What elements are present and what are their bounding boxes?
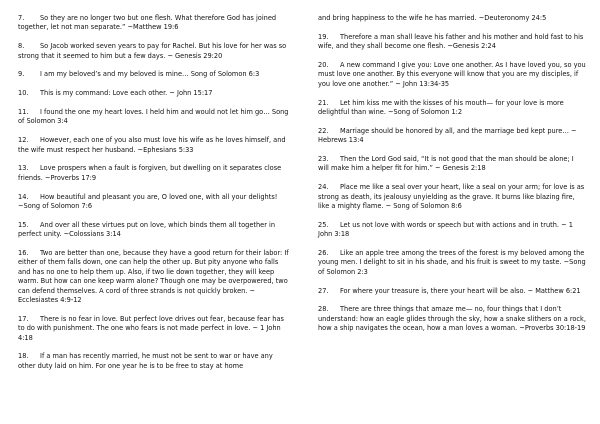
verse-text: Let us not love with words or speech but with actions and in truth. ~ 1 John 3:18 xyxy=(318,220,573,239)
verse-text: Love prospers when a fault is forgiven, but dwelling on it separates close friends. ~Proverbs 17:9 xyxy=(18,164,282,182)
verse-text: I found the one my heart loves. I held him and would not let him go… Song of Solomon 3:4 xyxy=(18,108,289,126)
verse-item xyxy=(18,249,290,305)
verse-item xyxy=(318,61,586,89)
verse-item xyxy=(318,33,586,52)
verse-text: So Jacob worked seven years to pay for Rachel. But his love for her was so strong that it seemed to him but a few days. ~ Genesis 29:20 xyxy=(18,42,287,60)
verse-number: 24. xyxy=(318,183,329,192)
verse-number: 13. xyxy=(18,164,29,173)
verse-number: 22. xyxy=(318,126,329,135)
verse-text: I am my beloved’s and my beloved is mine… Song of Solomon 6:3 xyxy=(40,70,260,79)
verse-text: Let him kiss me with the kisses of his mouth— for your love is more delightful than wine. ~Song of Solomon 1:2 xyxy=(318,98,564,117)
verse-number: 23. xyxy=(318,155,329,164)
verse-text: Like an apple tree among the trees of the forest is my beloved among the young men. I delight to sit in his shade, and his fruit is sweet to my taste. ~Song of Solomon 2:3 xyxy=(318,249,586,276)
verse-number: 20. xyxy=(318,61,329,69)
verse-number: 15. xyxy=(18,220,29,229)
left-column xyxy=(18,14,290,381)
verse-number: 18. xyxy=(18,352,29,361)
verse-item xyxy=(18,108,290,127)
verse-number: 10. xyxy=(18,89,29,98)
verse-number: 7. xyxy=(18,14,25,22)
verse-item xyxy=(18,221,290,240)
verse-item xyxy=(318,127,586,146)
verse-item xyxy=(318,155,586,174)
verse-item xyxy=(18,136,290,155)
verse-number: 12. xyxy=(18,136,29,145)
verse-text: So they are no longer two but one flesh. What therefore God has joined together, let not man separate.” ~Matthew 19:6 xyxy=(18,14,277,32)
verse-text: And over all these virtues put on love, which binds them all together in perfect unity. ~Colossians 3:14 xyxy=(18,220,276,239)
verse-text: Therefore a man shall leave his father and his mother and hold fast to his wife, and they shall become one flesh. ~Genesis 2:24 xyxy=(318,32,584,51)
verse-item xyxy=(18,14,290,33)
verse-item xyxy=(18,193,290,212)
verse-number: 14. xyxy=(18,192,29,201)
right-column xyxy=(318,14,586,343)
verse-number: 8. xyxy=(18,42,25,51)
verse-text: There are three things that amaze me— no, four things that I don’t understand: how an eagle glides through the sky, how a snake slithers on a rock, how a ship navigates the ocean, how a man loves a woman. ~Proverbs 30:18-19 xyxy=(318,305,586,333)
verse-text: This is my command: Love each other. ~ John 15:17 xyxy=(40,89,213,98)
verse-item xyxy=(318,183,586,211)
verse-number: 27. xyxy=(318,286,329,295)
verse-number: 16. xyxy=(18,249,29,258)
verse-item xyxy=(18,89,290,98)
verse-text: For where your treasure is, there your heart will be also. ~ Matthew 6:21 xyxy=(340,286,581,295)
verse-item xyxy=(18,70,290,79)
verse-item xyxy=(318,99,586,118)
verse-continuation: and bring happiness to the wife he has married. ~Deuteronomy 24:5 xyxy=(318,14,547,22)
verse-text: Place me like a seal over your heart, like a seal on your arm; for love is as strong as death, its jealousy unyielding as the grave. It burns like blazing fire, like a mighty flame. ~ Song of Solomon 8:6 xyxy=(318,183,585,211)
verse-number: 17. xyxy=(18,314,29,323)
verse-item xyxy=(18,352,290,371)
verse-item xyxy=(18,315,290,343)
verse-text: There is no fear in love. But perfect love drives out fear, because fear has to do with punishment. The one who fears is not made perfect in love. ~ 1 John 4:18 xyxy=(18,314,284,342)
verse-number: 9. xyxy=(18,70,25,79)
verse-number: 26. xyxy=(318,249,329,258)
verse-text: Marriage should be honored by all, and the marriage bed kept pure… ~ Hebrews 13:4 xyxy=(318,126,577,145)
verse-item xyxy=(318,249,586,277)
verse-item xyxy=(18,42,290,61)
verse-text: How beautiful and pleasant you are, O loved one, with all your delights! ~Song of Solomon 7:6 xyxy=(18,192,278,211)
verse-item xyxy=(318,287,586,296)
verse-item xyxy=(318,305,586,333)
verse-text: Two are better than one, because they have a good return for their labor: If either of them falls down, one can help the other up. But pity anyone who falls and has no one to help them up. Also, if two lie down together, they will keep warm. But how can one keep warm alone? Though one may be overpowered, two can defend themselves. A cord of three strands is not quickly broken. ~ Ecclesiastes 4:9-12 xyxy=(18,249,289,305)
verse-number: 25. xyxy=(318,220,329,229)
verse-item xyxy=(318,221,586,240)
verse-item xyxy=(18,164,290,183)
verse-text: If a man has recently married, he must not be sent to war or have any other duty laid on him. For one year he is to be free to stay at home xyxy=(18,352,273,370)
verse-number: 28. xyxy=(318,305,329,314)
verse-number: 21. xyxy=(318,98,329,107)
verse-number: 11. xyxy=(18,108,29,116)
verse-text: However, each one of you also must love his wife as he loves himself, and the wife must respect her husband. ~Ephesians 5:33 xyxy=(18,136,286,154)
verse-text: Then the Lord God said, “It is not good that the man should be alone; I will make him a helper fit for him.” ~ Genesis 2:18 xyxy=(318,155,574,173)
verse-text: A new command I give you: Love one another. As I have loved you, so you must love one another. By this everyone will know that you are my disciples, if you love one another.” ~ John 13:34-35 xyxy=(318,61,586,88)
verse-number: 19. xyxy=(318,32,329,41)
